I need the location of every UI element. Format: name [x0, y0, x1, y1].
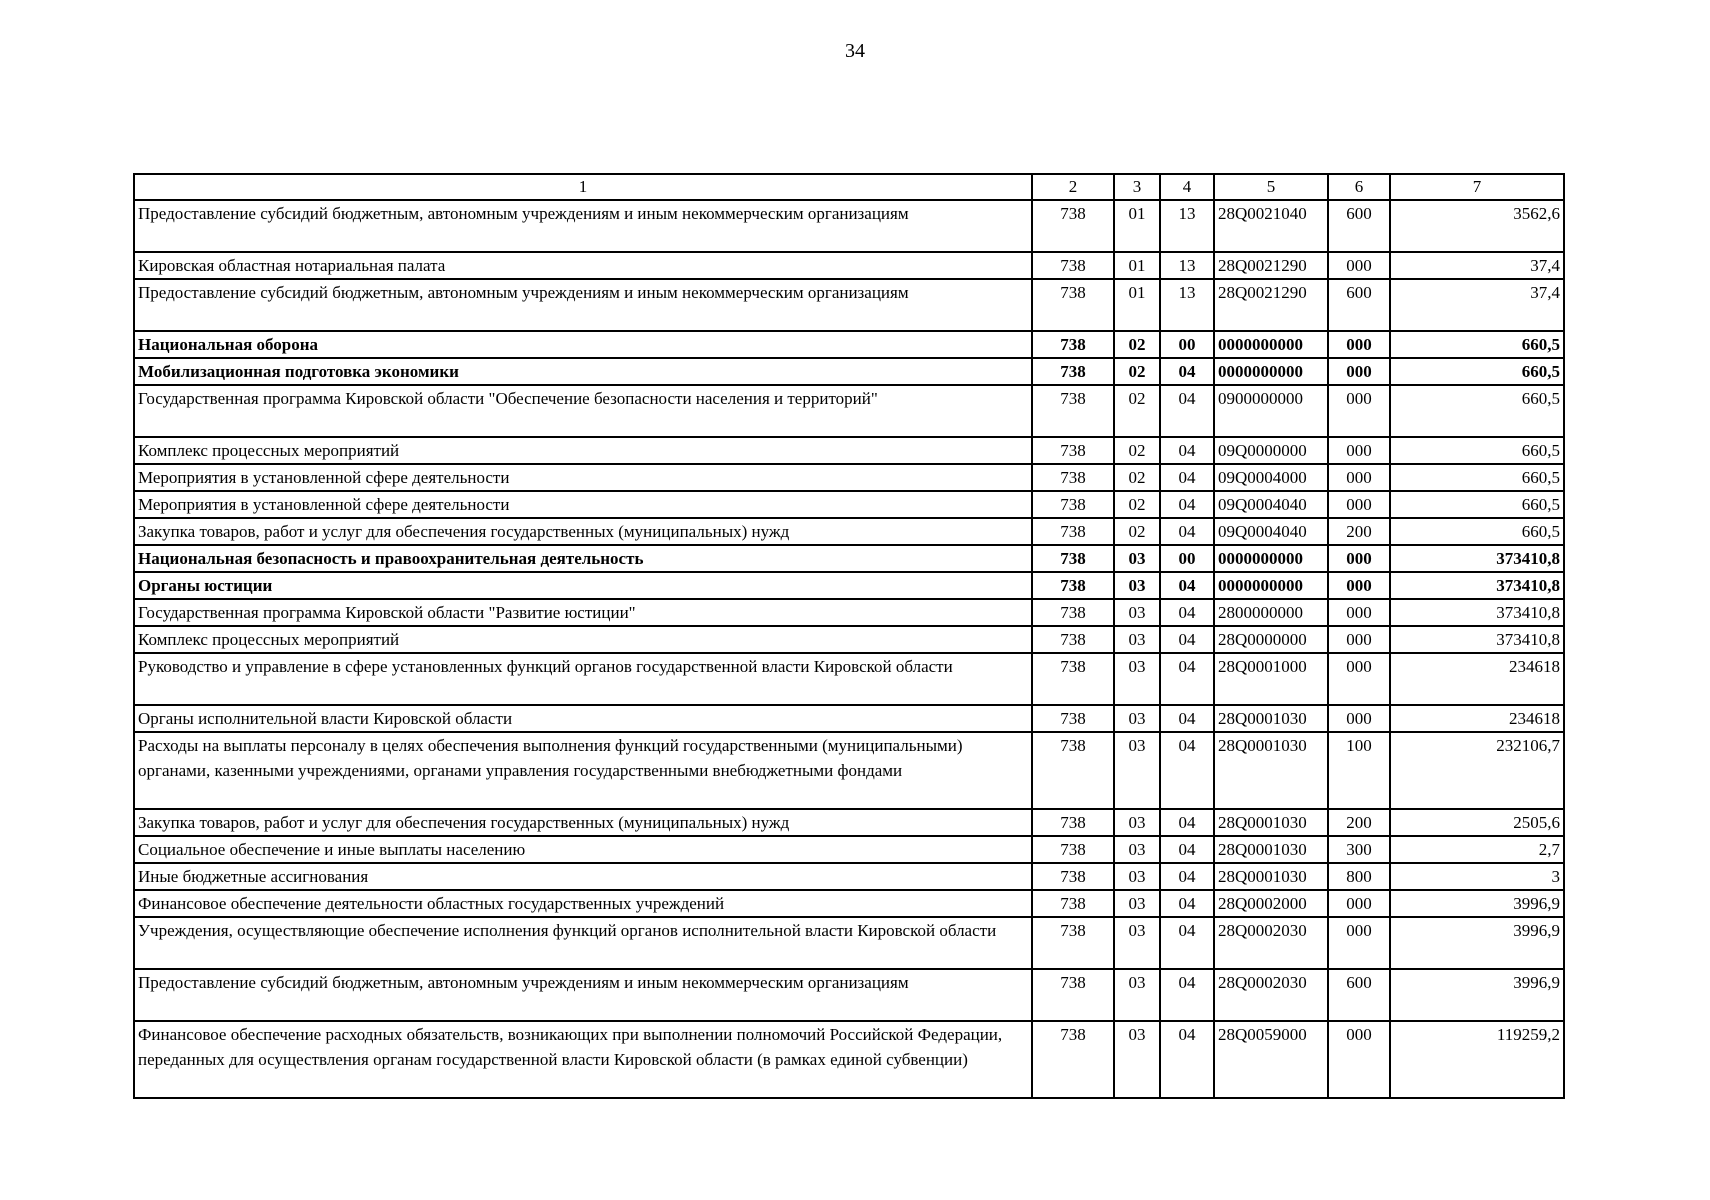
row-sum-cell: 234618	[1390, 653, 1564, 705]
row-pr-cell: 04	[1160, 705, 1214, 732]
row-gr-cell: 738	[1032, 464, 1114, 491]
row-rz-cell: 02	[1114, 331, 1160, 358]
row-cs-cell: 0000000000	[1214, 545, 1328, 572]
row-rz-cell: 03	[1114, 890, 1160, 917]
row-cs-cell: 28Q0021290	[1214, 279, 1328, 331]
table-row	[134, 1021, 1564, 1098]
row-rz-cell: 01	[1114, 252, 1160, 279]
row-gr-cell: 738	[1032, 572, 1114, 599]
row-rz-cell: 02	[1114, 518, 1160, 545]
row-sum-cell: 660,5	[1390, 331, 1564, 358]
row-pr-cell: 13	[1160, 200, 1214, 252]
header-cell: 6	[1328, 174, 1390, 200]
row-sum-cell: 37,4	[1390, 252, 1564, 279]
row-rz-cell: 03	[1114, 599, 1160, 626]
row-rz-cell: 03	[1114, 836, 1160, 863]
row-pr-cell: 04	[1160, 917, 1214, 969]
row-gr-cell: 738	[1032, 653, 1114, 705]
row-rz-cell: 03	[1114, 809, 1160, 836]
table-row	[134, 200, 1564, 252]
row-sum-cell: 660,5	[1390, 518, 1564, 545]
row-vr-cell: 600	[1328, 200, 1390, 252]
table-row	[134, 626, 1564, 653]
row-vr-cell: 000	[1328, 491, 1390, 518]
table-header-row	[134, 174, 1564, 200]
row-rz-cell: 02	[1114, 491, 1160, 518]
row-gr-cell: 738	[1032, 437, 1114, 464]
row-vr-cell: 200	[1328, 518, 1390, 545]
row-rz-cell: 01	[1114, 279, 1160, 331]
table-row	[134, 732, 1564, 809]
row-cs-cell: 0900000000	[1214, 385, 1328, 437]
row-gr-cell: 738	[1032, 599, 1114, 626]
row-cs-cell: 0000000000	[1214, 331, 1328, 358]
row-vr-cell: 000	[1328, 331, 1390, 358]
table-row	[134, 491, 1564, 518]
header-cell: 4	[1160, 174, 1214, 200]
row-sum-cell: 119259,2	[1390, 1021, 1564, 1098]
row-gr-cell: 738	[1032, 358, 1114, 385]
row-cs-cell: 09Q0000000	[1214, 437, 1328, 464]
row-sum-cell: 373410,8	[1390, 599, 1564, 626]
table-row	[134, 705, 1564, 732]
table-row	[134, 572, 1564, 599]
row-vr-cell: 000	[1328, 358, 1390, 385]
row-gr-cell: 738	[1032, 836, 1114, 863]
header-cell: 7	[1390, 174, 1564, 200]
row-pr-cell: 00	[1160, 331, 1214, 358]
row-rz-cell: 02	[1114, 358, 1160, 385]
row-cs-cell: 09Q0004040	[1214, 491, 1328, 518]
row-vr-cell: 000	[1328, 653, 1390, 705]
row-cs-cell: 28Q0001030	[1214, 809, 1328, 836]
row-name-cell: Мероприятия в установленной сфере деятельности	[134, 491, 1032, 518]
row-rz-cell: 03	[1114, 917, 1160, 969]
row-name-cell: Комплекс процессных мероприятий	[134, 626, 1032, 653]
row-sum-cell: 3562,6	[1390, 200, 1564, 252]
row-rz-cell: 03	[1114, 732, 1160, 809]
row-name-cell: Расходы на выплаты персоналу в целях обеспечения выполнения функций государственными (муниципальными) органами, казенными учреждениями, органами управления государственными внебюджетными фондами	[134, 732, 1032, 809]
row-name-cell: Иные бюджетные ассигнования	[134, 863, 1032, 890]
row-pr-cell: 04	[1160, 1021, 1214, 1098]
row-gr-cell: 738	[1032, 279, 1114, 331]
row-cs-cell: 28Q0001030	[1214, 863, 1328, 890]
row-name-cell: Финансовое обеспечение расходных обязательств, возникающих при выполнении полномочий Российской Федерации, переданных для осуществления органам государственной власти Кировской области (в рамках единой субвенции)	[134, 1021, 1032, 1098]
row-sum-cell: 3996,9	[1390, 890, 1564, 917]
row-cs-cell: 28Q0001030	[1214, 732, 1328, 809]
row-name-cell: Социальное обеспечение и иные выплаты населению	[134, 836, 1032, 863]
row-pr-cell: 04	[1160, 836, 1214, 863]
row-pr-cell: 04	[1160, 732, 1214, 809]
table-row	[134, 917, 1564, 969]
row-pr-cell: 04	[1160, 969, 1214, 1021]
row-vr-cell: 000	[1328, 705, 1390, 732]
table-row	[134, 890, 1564, 917]
row-cs-cell: 28Q0001000	[1214, 653, 1328, 705]
row-name-cell: Государственная программа Кировской области "Развитие юстиции"	[134, 599, 1032, 626]
row-gr-cell: 738	[1032, 331, 1114, 358]
row-name-cell: Предоставление субсидий бюджетным, автономным учреждениям и иным некоммерческим организациям	[134, 200, 1032, 252]
row-rz-cell: 03	[1114, 1021, 1160, 1098]
row-gr-cell: 738	[1032, 545, 1114, 572]
row-sum-cell: 660,5	[1390, 358, 1564, 385]
row-vr-cell: 000	[1328, 572, 1390, 599]
row-gr-cell: 738	[1032, 385, 1114, 437]
row-vr-cell: 000	[1328, 890, 1390, 917]
row-pr-cell: 04	[1160, 572, 1214, 599]
table-row	[134, 385, 1564, 437]
table-row	[134, 545, 1564, 572]
row-vr-cell: 800	[1328, 863, 1390, 890]
row-vr-cell: 000	[1328, 464, 1390, 491]
row-sum-cell: 373410,8	[1390, 626, 1564, 653]
row-rz-cell: 03	[1114, 626, 1160, 653]
header-cell: 3	[1114, 174, 1160, 200]
row-vr-cell: 600	[1328, 969, 1390, 1021]
row-gr-cell: 738	[1032, 252, 1114, 279]
row-name-cell: Кировская областная нотариальная палата	[134, 252, 1032, 279]
row-gr-cell: 738	[1032, 809, 1114, 836]
row-gr-cell: 738	[1032, 917, 1114, 969]
row-rz-cell: 02	[1114, 437, 1160, 464]
row-rz-cell: 03	[1114, 572, 1160, 599]
row-pr-cell: 04	[1160, 809, 1214, 836]
table-row	[134, 252, 1564, 279]
row-vr-cell: 200	[1328, 809, 1390, 836]
row-pr-cell: 00	[1160, 545, 1214, 572]
row-name-cell: Предоставление субсидий бюджетным, автономным учреждениям и иным некоммерческим организациям	[134, 279, 1032, 331]
header-cell: 1	[134, 174, 1032, 200]
row-cs-cell: 28Q0059000	[1214, 1021, 1328, 1098]
row-gr-cell: 738	[1032, 626, 1114, 653]
row-cs-cell: 28Q0001030	[1214, 705, 1328, 732]
row-cs-cell: 2800000000	[1214, 599, 1328, 626]
row-vr-cell: 000	[1328, 252, 1390, 279]
row-cs-cell: 0000000000	[1214, 358, 1328, 385]
row-cs-cell: 0000000000	[1214, 572, 1328, 599]
row-pr-cell: 04	[1160, 626, 1214, 653]
row-pr-cell: 04	[1160, 358, 1214, 385]
row-name-cell: Мобилизационная подготовка экономики	[134, 358, 1032, 385]
row-sum-cell: 373410,8	[1390, 572, 1564, 599]
row-vr-cell: 000	[1328, 385, 1390, 437]
budget-table	[133, 173, 1565, 1099]
row-sum-cell: 660,5	[1390, 385, 1564, 437]
row-sum-cell: 37,4	[1390, 279, 1564, 331]
row-rz-cell: 03	[1114, 705, 1160, 732]
row-sum-cell: 2,7	[1390, 836, 1564, 863]
table-row	[134, 969, 1564, 1021]
header-cell: 2	[1032, 174, 1114, 200]
row-pr-cell: 04	[1160, 863, 1214, 890]
row-pr-cell: 04	[1160, 890, 1214, 917]
row-sum-cell: 373410,8	[1390, 545, 1564, 572]
row-sum-cell: 3996,9	[1390, 917, 1564, 969]
row-vr-cell: 000	[1328, 599, 1390, 626]
row-name-cell: Руководство и управление в сфере установленных функций органов государственной власти Кировской области	[134, 653, 1032, 705]
table-row	[134, 809, 1564, 836]
row-name-cell: Финансовое обеспечение деятельности областных государственных учреждений	[134, 890, 1032, 917]
table-row	[134, 358, 1564, 385]
row-cs-cell: 28Q0002000	[1214, 890, 1328, 917]
row-pr-cell: 04	[1160, 653, 1214, 705]
row-gr-cell: 738	[1032, 518, 1114, 545]
row-cs-cell: 28Q0002030	[1214, 969, 1328, 1021]
table-row	[134, 437, 1564, 464]
row-name-cell: Комплекс процессных мероприятий	[134, 437, 1032, 464]
row-gr-cell: 738	[1032, 890, 1114, 917]
row-name-cell: Национальная оборона	[134, 331, 1032, 358]
row-rz-cell: 03	[1114, 545, 1160, 572]
row-rz-cell: 03	[1114, 653, 1160, 705]
row-cs-cell: 28Q0021290	[1214, 252, 1328, 279]
row-pr-cell: 04	[1160, 599, 1214, 626]
row-name-cell: Закупка товаров, работ и услуг для обеспечения государственных (муниципальных) нужд	[134, 809, 1032, 836]
row-rz-cell: 03	[1114, 969, 1160, 1021]
row-pr-cell: 13	[1160, 252, 1214, 279]
row-cs-cell: 28Q0021040	[1214, 200, 1328, 252]
row-vr-cell: 000	[1328, 626, 1390, 653]
page-number: 34	[845, 40, 865, 62]
table-row	[134, 653, 1564, 705]
row-vr-cell: 000	[1328, 545, 1390, 572]
row-pr-cell: 13	[1160, 279, 1214, 331]
row-vr-cell: 300	[1328, 836, 1390, 863]
row-gr-cell: 738	[1032, 491, 1114, 518]
row-pr-cell: 04	[1160, 385, 1214, 437]
row-cs-cell: 09Q0004000	[1214, 464, 1328, 491]
row-gr-cell: 738	[1032, 969, 1114, 1021]
row-gr-cell: 738	[1032, 200, 1114, 252]
row-vr-cell: 000	[1328, 917, 1390, 969]
row-sum-cell: 3	[1390, 863, 1564, 890]
row-pr-cell: 04	[1160, 464, 1214, 491]
row-rz-cell: 03	[1114, 863, 1160, 890]
table-row	[134, 279, 1564, 331]
row-vr-cell: 000	[1328, 437, 1390, 464]
row-cs-cell: 09Q0004040	[1214, 518, 1328, 545]
row-name-cell: Учреждения, осуществляющие обеспечение исполнения функций органов исполнительной власти Кировской области	[134, 917, 1032, 969]
row-pr-cell: 04	[1160, 518, 1214, 545]
row-sum-cell: 232106,7	[1390, 732, 1564, 809]
row-rz-cell: 02	[1114, 464, 1160, 491]
row-gr-cell: 738	[1032, 732, 1114, 809]
row-gr-cell: 738	[1032, 705, 1114, 732]
row-gr-cell: 738	[1032, 863, 1114, 890]
row-rz-cell: 02	[1114, 385, 1160, 437]
row-pr-cell: 04	[1160, 437, 1214, 464]
table-row	[134, 464, 1564, 491]
table-row	[134, 836, 1564, 863]
row-name-cell: Государственная программа Кировской области "Обеспечение безопасности населения и территорий"	[134, 385, 1032, 437]
row-vr-cell: 100	[1328, 732, 1390, 809]
row-gr-cell: 738	[1032, 1021, 1114, 1098]
row-name-cell: Национальная безопасность и правоохранительная деятельность	[134, 545, 1032, 572]
row-cs-cell: 28Q0001030	[1214, 836, 1328, 863]
row-rz-cell: 01	[1114, 200, 1160, 252]
table-row	[134, 331, 1564, 358]
row-name-cell: Мероприятия в установленной сфере деятельности	[134, 464, 1032, 491]
table-body	[134, 200, 1564, 1098]
table-row	[134, 599, 1564, 626]
table-row	[134, 863, 1564, 890]
row-cs-cell: 28Q0000000	[1214, 626, 1328, 653]
row-vr-cell: 600	[1328, 279, 1390, 331]
row-sum-cell: 660,5	[1390, 464, 1564, 491]
row-sum-cell: 2505,6	[1390, 809, 1564, 836]
row-cs-cell: 28Q0002030	[1214, 917, 1328, 969]
row-name-cell: Органы юстиции	[134, 572, 1032, 599]
row-name-cell: Органы исполнительной власти Кировской области	[134, 705, 1032, 732]
row-vr-cell: 000	[1328, 1021, 1390, 1098]
row-name-cell: Закупка товаров, работ и услуг для обеспечения государственных (муниципальных) нужд	[134, 518, 1032, 545]
row-sum-cell: 234618	[1390, 705, 1564, 732]
header-cell: 5	[1214, 174, 1328, 200]
row-sum-cell: 3996,9	[1390, 969, 1564, 1021]
table-row	[134, 518, 1564, 545]
row-sum-cell: 660,5	[1390, 437, 1564, 464]
row-sum-cell: 660,5	[1390, 491, 1564, 518]
row-name-cell: Предоставление субсидий бюджетным, автономным учреждениям и иным некоммерческим организациям	[134, 969, 1032, 1021]
row-pr-cell: 04	[1160, 491, 1214, 518]
